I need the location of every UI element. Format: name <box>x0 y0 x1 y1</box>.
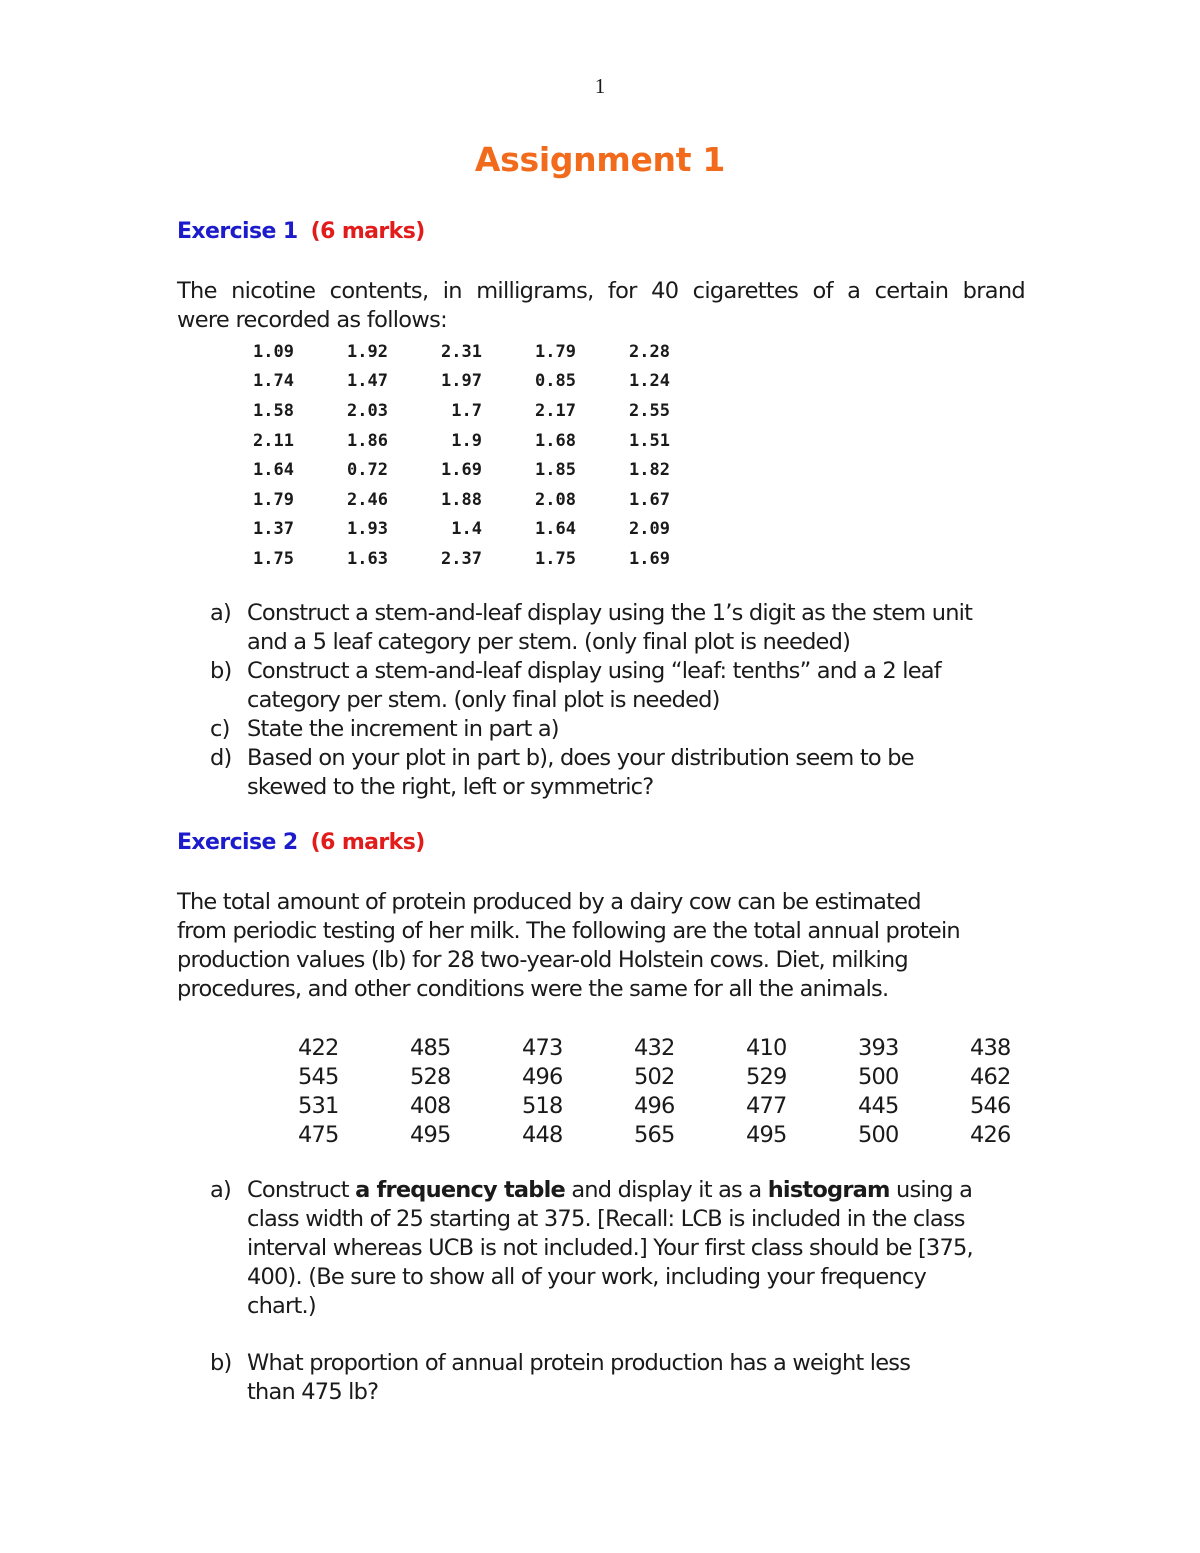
table-cell: 475 <box>298 1121 339 1148</box>
question-bold-text: a frequency table <box>355 1177 565 1203</box>
table-cell: 500 <box>858 1063 899 1090</box>
table-cell: 502 <box>634 1063 675 1090</box>
question-line: Construct a stem-and-leaf display using the 1’s digit as the stem unit <box>247 600 973 626</box>
table-row <box>280 1120 1064 1149</box>
table-row <box>200 485 670 515</box>
table-cell: 546 <box>970 1092 1011 1119</box>
exercise1-heading <box>177 219 425 244</box>
table-cell: 496 <box>522 1063 563 1090</box>
question-label: a) <box>210 600 231 626</box>
assignment-title: Assignment 1 <box>474 140 726 179</box>
table-cell: 2.55 <box>629 400 670 421</box>
table-cell: 2.17 <box>535 400 576 421</box>
table-cell: 495 <box>746 1121 787 1148</box>
table-cell: 1.64 <box>253 460 294 481</box>
table-cell: 426 <box>970 1121 1011 1148</box>
intro-line: production values (lb) for 28 two-year-old Holstein cows. Diet, milking <box>177 947 908 973</box>
table-cell: 462 <box>970 1063 1011 1090</box>
question-label: b) <box>210 1350 232 1376</box>
table-cell: 1.58 <box>253 400 294 421</box>
intro-line: The total amount of protein produced by a dairy cow can be estimated <box>177 889 921 915</box>
exercise2-label: Exercise 2 <box>177 830 298 855</box>
table-cell: 1.79 <box>253 489 294 510</box>
table-row <box>200 455 670 485</box>
question-text: and display it as a <box>564 1177 768 1203</box>
intro-line: procedures, and other conditions were the same for all the animals. <box>177 976 889 1002</box>
table-cell: 432 <box>634 1034 675 1061</box>
table-cell: 1.92 <box>347 341 388 362</box>
table-cell: 531 <box>298 1092 339 1119</box>
table-cell: 477 <box>746 1092 787 1119</box>
table-cell: 2.46 <box>347 489 388 510</box>
table-cell: 1.86 <box>347 430 388 451</box>
question-line: skewed to the right, left or symmetric? <box>247 774 654 800</box>
question-label: c) <box>210 716 230 742</box>
table-row <box>280 1033 1064 1062</box>
table-cell: 529 <box>746 1063 787 1090</box>
table-cell: 410 <box>746 1034 787 1061</box>
table-cell: 485 <box>410 1034 451 1061</box>
table-cell: 545 <box>298 1063 339 1090</box>
table-cell: 0.72 <box>347 460 388 481</box>
question-line <box>247 1176 1030 1205</box>
exercise2-question-a <box>210 1176 1030 1321</box>
table-cell: 2.37 <box>441 548 482 569</box>
table-cell: 500 <box>858 1121 899 1148</box>
exercise2-intro <box>177 888 1025 1004</box>
table-cell: 1.75 <box>253 548 294 569</box>
table-row <box>200 337 670 367</box>
page-number: 1 <box>594 74 606 98</box>
question-line: Based on your plot in part b), does your distribution seem to be <box>247 745 914 771</box>
table-cell: 1.97 <box>441 371 482 392</box>
table-row <box>200 367 670 397</box>
table-row <box>200 544 670 574</box>
table-cell: 1.51 <box>629 430 670 451</box>
table-cell: 1.79 <box>535 341 576 362</box>
table-cell: 393 <box>858 1034 899 1061</box>
table-cell: 1.82 <box>629 460 670 481</box>
exercise1-marks: (6 marks) <box>310 219 425 244</box>
question-b <box>210 657 1030 715</box>
table-cell: 1.75 <box>535 548 576 569</box>
table-cell: 1.69 <box>629 548 670 569</box>
question-a <box>210 1176 1030 1321</box>
table-row <box>200 515 670 545</box>
question-a <box>210 599 1030 657</box>
table-cell: 1.37 <box>253 519 294 540</box>
table-cell: 2.11 <box>253 430 294 451</box>
table-cell: 1.24 <box>629 371 670 392</box>
question-text: Construct <box>247 1177 356 1203</box>
table-cell: 408 <box>410 1092 451 1119</box>
exercise2-heading <box>177 830 425 855</box>
table-row <box>200 426 670 456</box>
table-row <box>280 1062 1064 1091</box>
table-cell: 422 <box>298 1034 339 1061</box>
question-line: Construct a stem-and-leaf display using “leaf: tenths” and a 2 leaf <box>247 658 941 684</box>
table-cell: 0.85 <box>535 371 576 392</box>
table-cell: 1.67 <box>629 489 670 510</box>
table-cell: 1.7 <box>451 400 482 421</box>
question-line: interval whereas UCB is not included.] Your first class should be [375, <box>247 1235 973 1261</box>
question-label: d) <box>210 745 232 771</box>
table-cell: 1.88 <box>441 489 482 510</box>
exercise1-label: Exercise 1 <box>177 219 298 244</box>
table-cell: 2.08 <box>535 489 576 510</box>
intro-line: The nicotine contents, in milligrams, for 40 cigarettes of a certain brand <box>177 278 1025 304</box>
question-label: b) <box>210 658 232 684</box>
table-cell: 496 <box>634 1092 675 1119</box>
question-line: What proportion of annual protein production has a weight less <box>247 1350 911 1376</box>
table-cell: 1.69 <box>441 460 482 481</box>
exercise1-questions <box>210 599 1030 802</box>
nicotine-data-table <box>200 337 670 574</box>
exercise2-marks: (6 marks) <box>310 830 425 855</box>
exercise2-question-b <box>210 1349 1030 1407</box>
protein-data-table <box>280 1033 1064 1149</box>
table-cell: 2.09 <box>629 519 670 540</box>
table-cell: 473 <box>522 1034 563 1061</box>
table-cell: 1.64 <box>535 519 576 540</box>
question-bold-text: histogram <box>767 1177 890 1203</box>
table-cell: 448 <box>522 1121 563 1148</box>
table-cell: 1.09 <box>253 341 294 362</box>
question-line: State the increment in part a) <box>247 716 559 742</box>
table-cell: 1.74 <box>253 371 294 392</box>
table-cell: 1.68 <box>535 430 576 451</box>
question-line: class width of 25 starting at 375. [Recall: LCB is included in the class <box>247 1206 965 1232</box>
table-cell: 518 <box>522 1092 563 1119</box>
table-cell: 2.31 <box>441 341 482 362</box>
question-line: than 475 lb? <box>247 1379 379 1405</box>
table-cell: 565 <box>634 1121 675 1148</box>
question-b <box>210 1349 1030 1407</box>
table-cell: 438 <box>970 1034 1011 1061</box>
table-cell: 2.03 <box>347 400 388 421</box>
intro-line: were recorded as follows: <box>177 307 447 333</box>
table-cell: 2.28 <box>629 341 670 362</box>
table-cell: 528 <box>410 1063 451 1090</box>
question-d <box>210 744 1030 802</box>
table-cell: 445 <box>858 1092 899 1119</box>
question-label: a) <box>210 1177 231 1203</box>
question-line: category per stem. (only final plot is needed) <box>247 687 720 713</box>
intro-line: from periodic testing of her milk. The following are the total annual protein <box>177 918 960 944</box>
table-cell: 1.93 <box>347 519 388 540</box>
table-row <box>200 396 670 426</box>
question-line: chart.) <box>247 1293 316 1319</box>
question-c <box>210 715 1030 744</box>
table-cell: 1.9 <box>451 430 482 451</box>
question-line: and a 5 leaf category per stem. (only final plot is needed) <box>247 629 851 655</box>
question-text: using a <box>889 1177 973 1203</box>
table-cell: 1.63 <box>347 548 388 569</box>
table-cell: 495 <box>410 1121 451 1148</box>
table-cell: 1.4 <box>451 519 482 540</box>
table-row <box>280 1091 1064 1120</box>
table-cell: 1.47 <box>347 371 388 392</box>
table-cell: 1.85 <box>535 460 576 481</box>
exercise1-intro <box>177 277 1025 335</box>
question-line: 400). (Be sure to show all of your work, including your frequency <box>247 1264 927 1290</box>
